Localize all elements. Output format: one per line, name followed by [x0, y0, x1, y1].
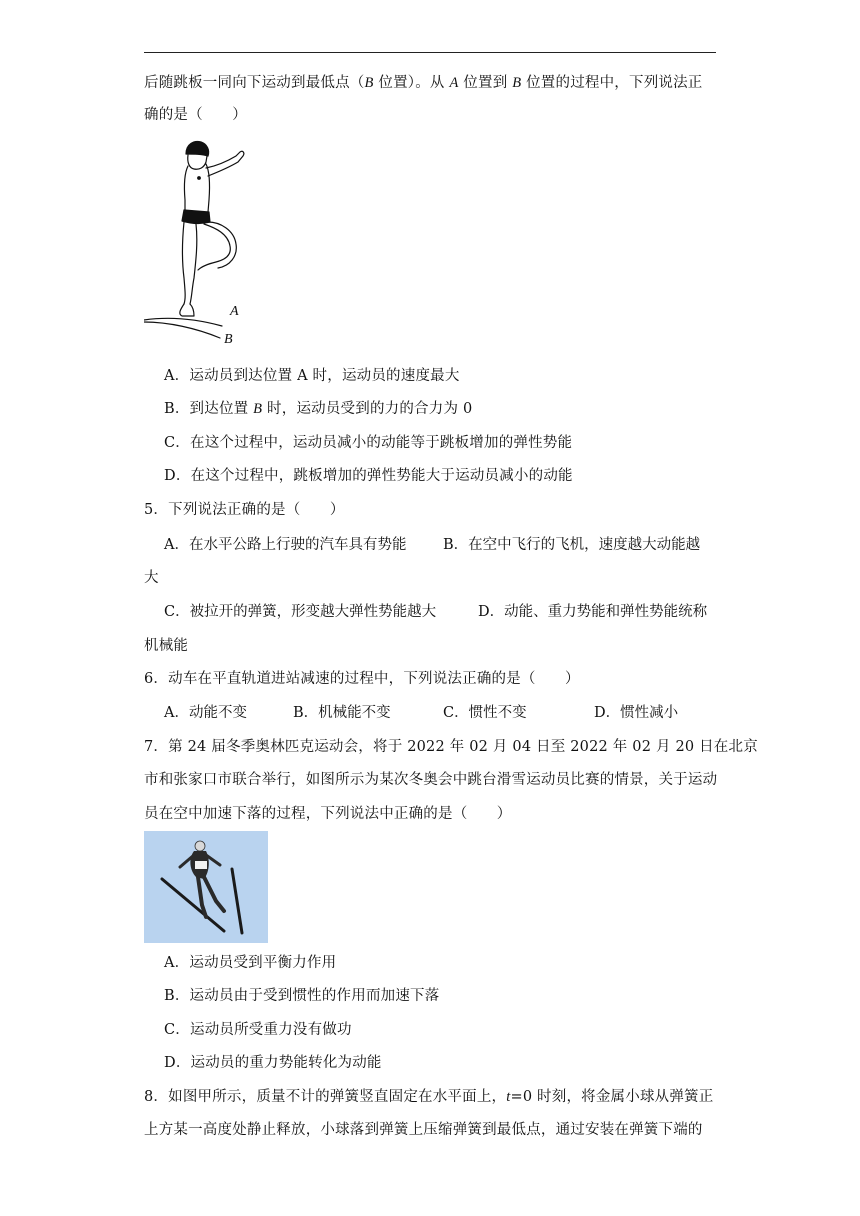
q4-stem-line2: 确的是（ ） [144, 107, 247, 123]
header-rule [144, 52, 716, 53]
q4-option-d[interactable]: D．在这个过程中，跳板增加的弹性势能大于运动员减小的动能 [164, 468, 573, 484]
q7-stem-line1: 7．第 24 届冬季奥林匹克运动会，将于 2022 年 02 月 04 日至 2022 年 02 月 20 日在北京 [144, 739, 758, 755]
q5-option-b[interactable]: B．在空中飞行的飞机，速度越大动能越 [443, 537, 701, 553]
q7-option-d[interactable]: D．运动员的重力势能转化为动能 [164, 1055, 382, 1071]
q6-option-d[interactable]: D．惯性减小 [594, 705, 679, 721]
q6-option-c[interactable]: C．惯性不变 [443, 705, 527, 721]
q7-stem-line2: 市和张家口市联合举行，如图所示为某次冬奥会中跳台滑雪运动员比赛的情景，关于运动 [144, 772, 718, 788]
q6-option-b[interactable]: B．机械能不变 [293, 705, 391, 721]
diver-figure [144, 138, 254, 350]
q4-option-c[interactable]: C．在这个过程中，运动员减小的动能等于跳板增加的弹性势能 [164, 435, 573, 451]
q5-option-a[interactable]: A．在水平公路上行驶的汽车具有势能 [164, 537, 407, 553]
q7-stem-line3: 员在空中加速下落的过程，下列说法中正确的是（ ） [144, 806, 512, 822]
q5-option-d[interactable]: D．动能、重力势能和弹性势能统称 [478, 604, 708, 620]
q7-option-c[interactable]: C．运动员所受重力没有做功 [164, 1022, 352, 1038]
q4-stem-line1: 后随跳板一同向下运动到最低点（B 位置）。从 A 位置到 B 位置的过程中，下列说法正 [144, 75, 703, 91]
ski-jumper-photo [144, 831, 268, 943]
fig-label-a: A [230, 304, 239, 319]
fig-label-b: B [224, 332, 233, 347]
q4-option-b[interactable]: B．到达位置 B 时，运动员受到的力的合力为 0 [164, 401, 473, 417]
q4-option-a[interactable]: A．运动员到达位置 A 时，运动员的速度最大 [164, 368, 460, 384]
q7-option-b[interactable]: B．运动员由于受到惯性的作用而加速下落 [164, 988, 440, 1004]
q6-stem: 6．动车在平直轨道进站减速的过程中，下列说法正确的是（ ） [144, 671, 580, 687]
q8-stem-line1: 8．如图甲所示，质量不计的弹簧竖直固定在水平面上，t=0 时刻，将金属小球从弹簧正 [144, 1089, 714, 1105]
q8-stem-line2: 上方某一高度处静止释放，小球落到弹簧上压缩弹簧到最低点，通过安装在弹簧下端的 [144, 1122, 703, 1138]
q5-stem: 5．下列说法正确的是（ ） [144, 502, 345, 518]
q5-option-d-cont: 机械能 [144, 638, 189, 654]
q6-option-a[interactable]: A．动能不变 [164, 705, 247, 721]
q5-option-b-cont: 大 [144, 570, 159, 586]
q7-option-a[interactable]: A．运动员受到平衡力作用 [164, 955, 337, 971]
q5-option-c[interactable]: C．被拉开的弹簧，形变越大弹性势能越大 [164, 604, 437, 620]
